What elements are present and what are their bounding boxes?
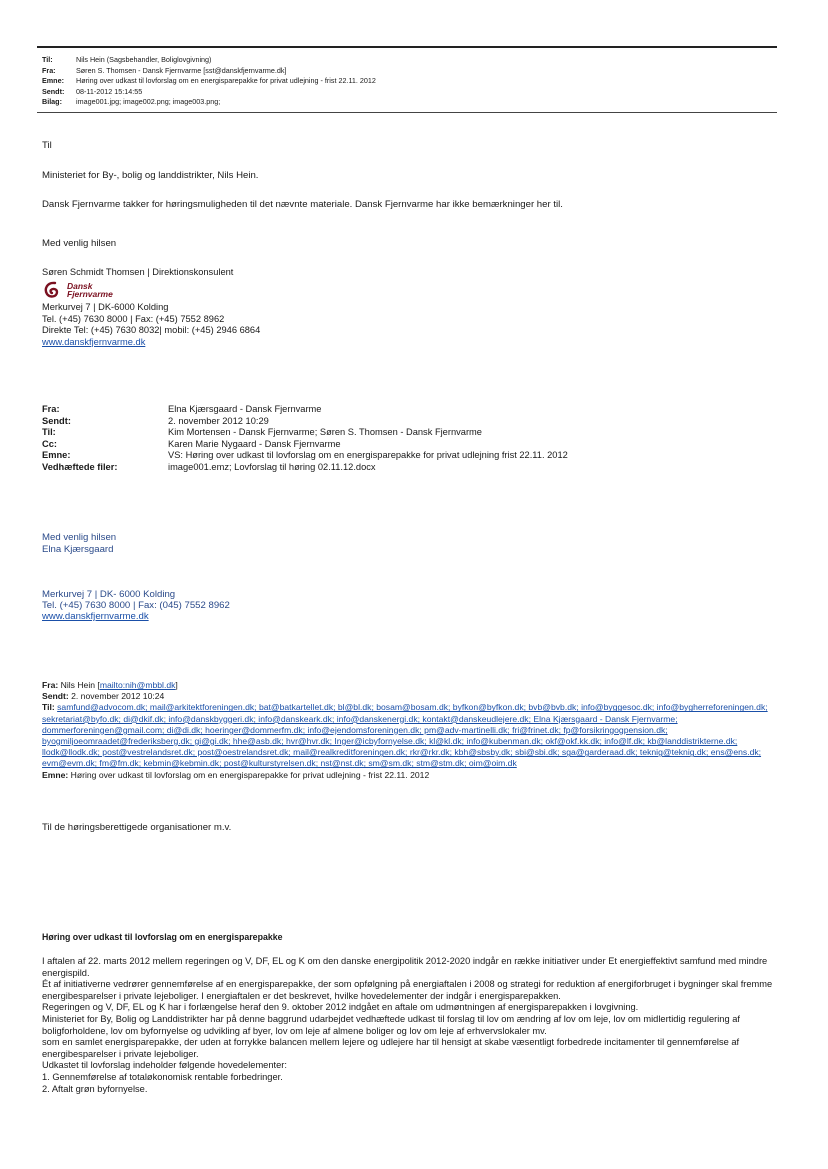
fwd-row-sent: Sendt: 2. november 2012 10:29 (42, 415, 269, 426)
email2-website-link[interactable]: www.danskfjernvarme.dk (42, 611, 149, 622)
email2-contact (42, 589, 230, 622)
header-row-subject: Emne: Høring over udkast til lovforslag om en energisparepakke for privat udlejning - frist 22.11. 2012 (42, 76, 376, 86)
header-row-attachments: Bilag: image001.jpg; image002.png; image003.png; (42, 97, 221, 107)
email3-to: Til: samfund@advocom.dk; mail@arkitektforeningen.dk; bat@batkartellet.dk; bl@bl.dk; bosam@bosam.dk; byfkon@byfkon.dk; bvb@bvb.dk; info@byggesoc.dk; info@bygherreforeningen.dk; sekretariat@byfo.dk; di@dkif.dk; info@danskbyggeri.dk; info@danskeark.dk; info@danskenergi.dk; kontakt@danskeudlejere.dk; Elna Kjærsgaard - Dansk Fjernvarme; dommerforeningen@gmail.com; di@di.dk; hoeringer@dommerfm.dk; info@ejendomsforeningen.dk; pm@adv-martinelli.dk; fri@frinet.dk; fp@forsikringogpension.dk; byogmiljoeomraadet@frederiksberg.dk; gi@gi.dk; hhe@asb.dk; hvr@hvr.dk; Inger@icbyfornyelse.dk; kl@kl.dk; info@kubenman.dk; okf@okf.kk.dk; info@lf.dk; kb@landdistrikterne.dk; llodk@llodk.dk; post@vestrelandsret.dk; post@oestrelandsret.dk; mail@realkreditforeningen.dk; rkr@rkr.dk; kbh@sbsby.dk; sbi@sbi.dk; sga@garderaad.dk; teknig@teknig.dk; ens@ens.dk; evm@evm.dk; fm@fm.dk; kebmin@kebmin.dk; post@kulturstyrelsen.dk; nst@nst.dk; sm@sm.dk; stm@stm.dk; oim@oim.dk (42, 702, 768, 769)
header-row-from: Fra: Søren S. Thomsen - Dansk Fjernvarme [sst@danskfjernvarme.dk] (42, 65, 287, 75)
email1-to-line: Til (42, 140, 52, 151)
list-item: 1. Gennemførelse af totaløkonomisk rentable forbedringer. (42, 1071, 283, 1082)
email2-header (42, 404, 568, 474)
dansk-fjernvarme-logo (42, 278, 260, 302)
email3-sent: Sendt: 2. november 2012 10:24 (42, 691, 165, 702)
body-paragraph: Regeringen og V, DF, EL og K har i forlængelse heraf den 9. oktober 2012 indgået en aftale om udmøntningen af energisparepakken i lovgivning. (42, 1002, 639, 1013)
fwd-row-subject: Emne: VS: Høring over udkast til lovforslag om en energisparepakke for privat udlejning frist 22.11. 2012 (42, 450, 568, 461)
header-row-to: Til: Nils Hein (Sagsbehandler, Boliglovgivning) (42, 55, 212, 64)
email1-header (42, 55, 376, 108)
body-paragraph: Ét af initiativerne vedrører gennemførelse af en energisparepakke, der som opfølgning på energiaftalen i 2008 og strategi for reduktion af energiforbruget i bygninger skal fremme energibesparelser i private lejeboliger. I energiaftalen er det beskrevet, hvilke hovedelementer der indgår i energisparepakken. (42, 979, 773, 1001)
signature-address: Merkurvej 7 | DK-6000 Kolding (42, 302, 169, 313)
email2-address: Merkurvej 7 | DK- 6000 Kolding (42, 589, 176, 600)
body-paragraph: I aftalen af 22. marts 2012 mellem regeringen og V, DF, EL og K om den danske energipolitik 2012-2020 indgår en række initiativer under Et energieffektivt samfund med mindre energispild. (42, 956, 768, 978)
body-paragraph: som en samlet energisparepakke, der uden at forrykke balancen mellem lejere og udlejere har til hensigt at skabe væsentligt forbedrede incitamenter til gennemførelse af energibesparelser i private lejeboliger. (42, 1037, 740, 1059)
signature-tel: Tel. (+45) 7630 8000 | Fax: (+45) 7552 8962 (42, 313, 225, 324)
body-paragraph: Ministeriet for By, Bolig og Landdistrikter har på denne baggrund udarbejdet vedhæftede udkast til forslag til lov om ændring af lov om leje, lov om midlertidig regulering af boligforholdene, lov om byfornyelse og udvikling af byer, lov om leje af almene boliger og lov om leje af erhvervslokaler mv. (42, 1013, 740, 1036)
fwd-row-to: Til: Kim Mortensen - Dansk Fjernvarme; Søren S. Thomsen - Dansk Fjernvarme (42, 427, 482, 438)
email3-subject: Emne: Høring over udkast til lovforslag om en energisparepakke for privat udlejning - frist 22.11. 2012 (42, 769, 430, 780)
email2-signature (42, 532, 116, 555)
email1-signature (42, 267, 260, 348)
body-paragraph: Udkastet til lovforslag indeholder følgende hovedelementer: (42, 1060, 287, 1071)
fwd-row-from: Fra: Elna Kjærsgaard - Dansk Fjernvarme (42, 404, 322, 414)
logo-text-line1: Dansk (67, 280, 93, 291)
email3-addressee: Til de høringsberettigede organisationer m.v. (42, 822, 232, 833)
sender-mailto-link[interactable]: mailto:nih@mbbl.dk (99, 680, 176, 690)
header-rule (37, 112, 777, 113)
logo-text-line2: Fjernvarme (67, 289, 113, 300)
list-item: 2. Aftalt grøn byfornyelse. (42, 1083, 148, 1094)
email3-from: Fra: Nils Hein [mailto:nih@mbbl.dk] (42, 680, 178, 690)
email3-header (42, 680, 794, 781)
email1-greeting: Med venlig hilsen (42, 238, 117, 249)
signature-direct-tel: Direkte Tel: (+45) 7630 8032| mobil: (+45) 2946 6864 (42, 325, 261, 336)
signature-name: Søren Schmidt Thomsen | Direktionskonsulent (42, 267, 234, 277)
signature-website-link[interactable]: www.danskfjernvarme.dk (42, 336, 146, 347)
email1-message: Dansk Fjernvarme takker for høringsmuligheden til det nævnte materiale. Dansk Fjernvarme har ikke bemærkninger her til. (42, 199, 563, 210)
email2-name: Elna Kjærsgaard (42, 543, 114, 555)
recipient-list[interactable]: samfund@advocom.dk; mail@arkitektforeningen.dk; bat@batkartellet.dk; bl@bl.dk; bosam@bosam.dk; byfkon@byfkon.dk; bvb@bvb.dk; info@byggesoc.dk; info@bygherreforeningen.dk; sekretariat@byfo.dk; di@dkif.dk; info@danskbyggeri.dk; info@danskeark.dk; info@danskenergi.dk; kontakt@danskeudlejere.dk; Elna Kjærsgaard - Dansk Fjernvarme; dommerforeningen@gmail.com; di@di.dk; hoeringer@dommerfm.dk; info@ejendomsforeningen.dk; pm@adv-martinelli.dk; fri@frinet.dk; fp@forsikringogpension.dk; byogmiljoeomraadet@frederiksberg.dk; gi@gi.dk; hhe@asb.dk; hvr@hvr.dk; Inger@icbyfornyelse.dk; kl@kl.dk; info@kubenman.dk; okf@okf.kk.dk; info@lf.dk; kb@landdistrikterne.dk; llodk@llodk.dk; post@vestrelandsret.dk; post@oestrelandsret.dk; mail@realkreditforeningen.dk; rkr@rkr.dk; kbh@sbsby.dk; sbi@sbi.dk; sga@garderaad.dk; teknig@teknig.dk; ens@ens.dk; evm@evm.dk; fm@fm.dk; kebmin@kebmin.dk; post@kulturstyrelsen.dk; nst@nst.dk; sm@sm.dk; stm@stm.dk; oim@oim.dk (42, 702, 768, 769)
fwd-row-cc: Cc: Karen Marie Nygaard - Dansk Fjernvarme (42, 438, 341, 449)
top-rule (37, 46, 777, 48)
email1-addressee: Ministeriet for By-, bolig og landdistrikter, Nils Hein. (42, 170, 259, 181)
letter-body (42, 956, 802, 1095)
email2-greeting: Med venlig hilsen (42, 532, 117, 543)
header-row-sent: Sendt: 08-11-2012 15:14:55 (42, 86, 143, 96)
logo-swirl-icon (42, 280, 62, 300)
email2-tel: Tel. (+45) 7630 8000 | Fax: (045) 7552 8962 (42, 600, 230, 611)
fwd-row-attachments: Vedhæftede filer: image001.emz; Lovforslag til høring 02.11.12.docx (42, 461, 376, 472)
body-heading: Høring over udkast til lovforslag om en energisparepakke (42, 932, 283, 942)
